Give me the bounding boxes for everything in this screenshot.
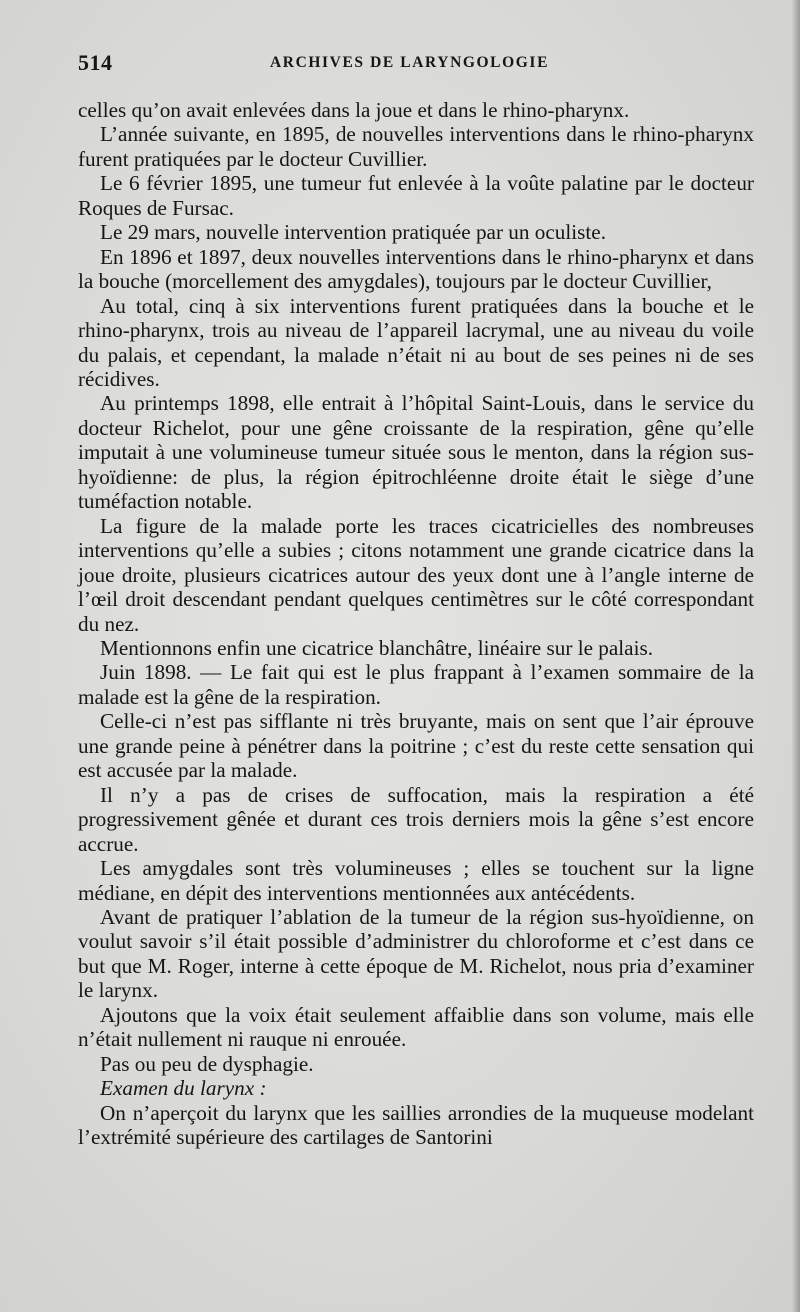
paragraph-continuation: celles qu’on avait enlevées dans la joue et dans le rhino-pharynx. (78, 98, 630, 122)
section-heading-examen-larynx: Examen du larynx : (100, 1076, 267, 1101)
paragraph-respiration: Celle-ci n’est pas sifflante ni très bruyante, mais on sent que l’air éprouve une grande peine à pénétrer dans la poitrine ; c’est du reste cette sensation qui est accusée par la malade. (78, 709, 754, 783)
paragraph-ablation: Avant de pratiquer l’ablation de la tumeur de la région sus-hyoïdienne, on voulut savoir s’il était possible d’administrer du chloroforme et c’est dans ce but que M. Roger, interne à cette époque de M. Richelot, nous pria d’examiner le larynx. (78, 904, 754, 1003)
paragraph-suffocation: Il n’y a pas de crises de suffocation, mais la respiration a été progressivement gênée et durant ces trois derniers mois la gêne s’est encore accrue. (78, 782, 754, 856)
paragraph-1895-cuvillier: L’année suivante, en 1895, de nouvelles interventions dans le rhino-pharynx furent pratiquées par le docteur Cuvillier. (78, 122, 754, 171)
running-title: ARCHIVES DE LARYNGOLOGIE (270, 54, 550, 71)
paragraph-printemps-1898: Au printemps 1898, elle entrait à l’hôpital Saint-Louis, dans le service du docteur Richelot, pour une gêne croissante de la respiration, gêne qu’elle imputait à une volumineuse tumeur située sous le menton, dans la région sus-hyoïdienne: de plus, la région épitrochléenne droite était le siège d’une tuméfaction notable. (78, 391, 754, 514)
paragraph-voix: Ajoutons que la voix était seulement affaiblie dans son volume, mais elle n’était nullement ni rauque ni enrouée. (78, 1002, 754, 1052)
paragraph-santorini: On n’aperçoit du larynx que les saillies arrondies de la muqueuse modelant l’extrémité supérieure des cartilages de Santorini (78, 1100, 754, 1150)
paragraph-6-fevrier: Le 6 février 1895, une tumeur fut enlevée à la voûte palatine par le docteur Roques de Fursac. (78, 171, 754, 220)
paragraph-dysphagie: Pas ou peu de dysphagie. (100, 1051, 314, 1076)
page-number: 514 (78, 50, 113, 75)
paragraph-figure-malade: La figure de la malade porte les traces cicatricielles des nombreuses interventions qu’elle a subies ; citons notamment une grande cicatrice dans la joue droite, plusieurs cicatrices autour des yeux dont une à l’angle interne de l’œil droit descendant pendant quelques centimètres sur le côté correspondant du nez. (78, 513, 754, 636)
paragraph-29-mars: Le 29 mars, nouvelle intervention pratiquée par un oculiste. (100, 220, 606, 245)
paragraph-juin-1898: Juin 1898. — Le fait qui est le plus frappant à l’examen sommaire de la malade est la gêne de la respiration. (78, 660, 754, 709)
paragraph-au-total: Au total, cinq à six interventions furent pratiquées dans la bouche et le rhino-pharynx, trois au niveau de l’appareil lacrymal, une au niveau du voile du palais, et cependant, la malade n’était ni au bout de ses peines ni de ses récidives. (78, 293, 754, 391)
paragraph-cicatrice-palais: Mentionnons enfin une cicatrice blanchâtre, linéaire sur le palais. (100, 635, 654, 660)
paragraph-1896-1897: En 1896 et 1897, deux nouvelles interventions dans le rhino-pharynx et dans la bouche (morcellement des amygdales), toujours par le docteur Cuvillier, (78, 244, 754, 294)
page-edge-shadow (792, 0, 800, 1312)
page-header (78, 50, 758, 76)
body-text (78, 98, 754, 1149)
paragraph-amygdales: Les amygdales sont très volumineuses ; elles se touchent sur la ligne médiane, en dépit des interventions mentionnées aux antécédents. (78, 856, 754, 905)
